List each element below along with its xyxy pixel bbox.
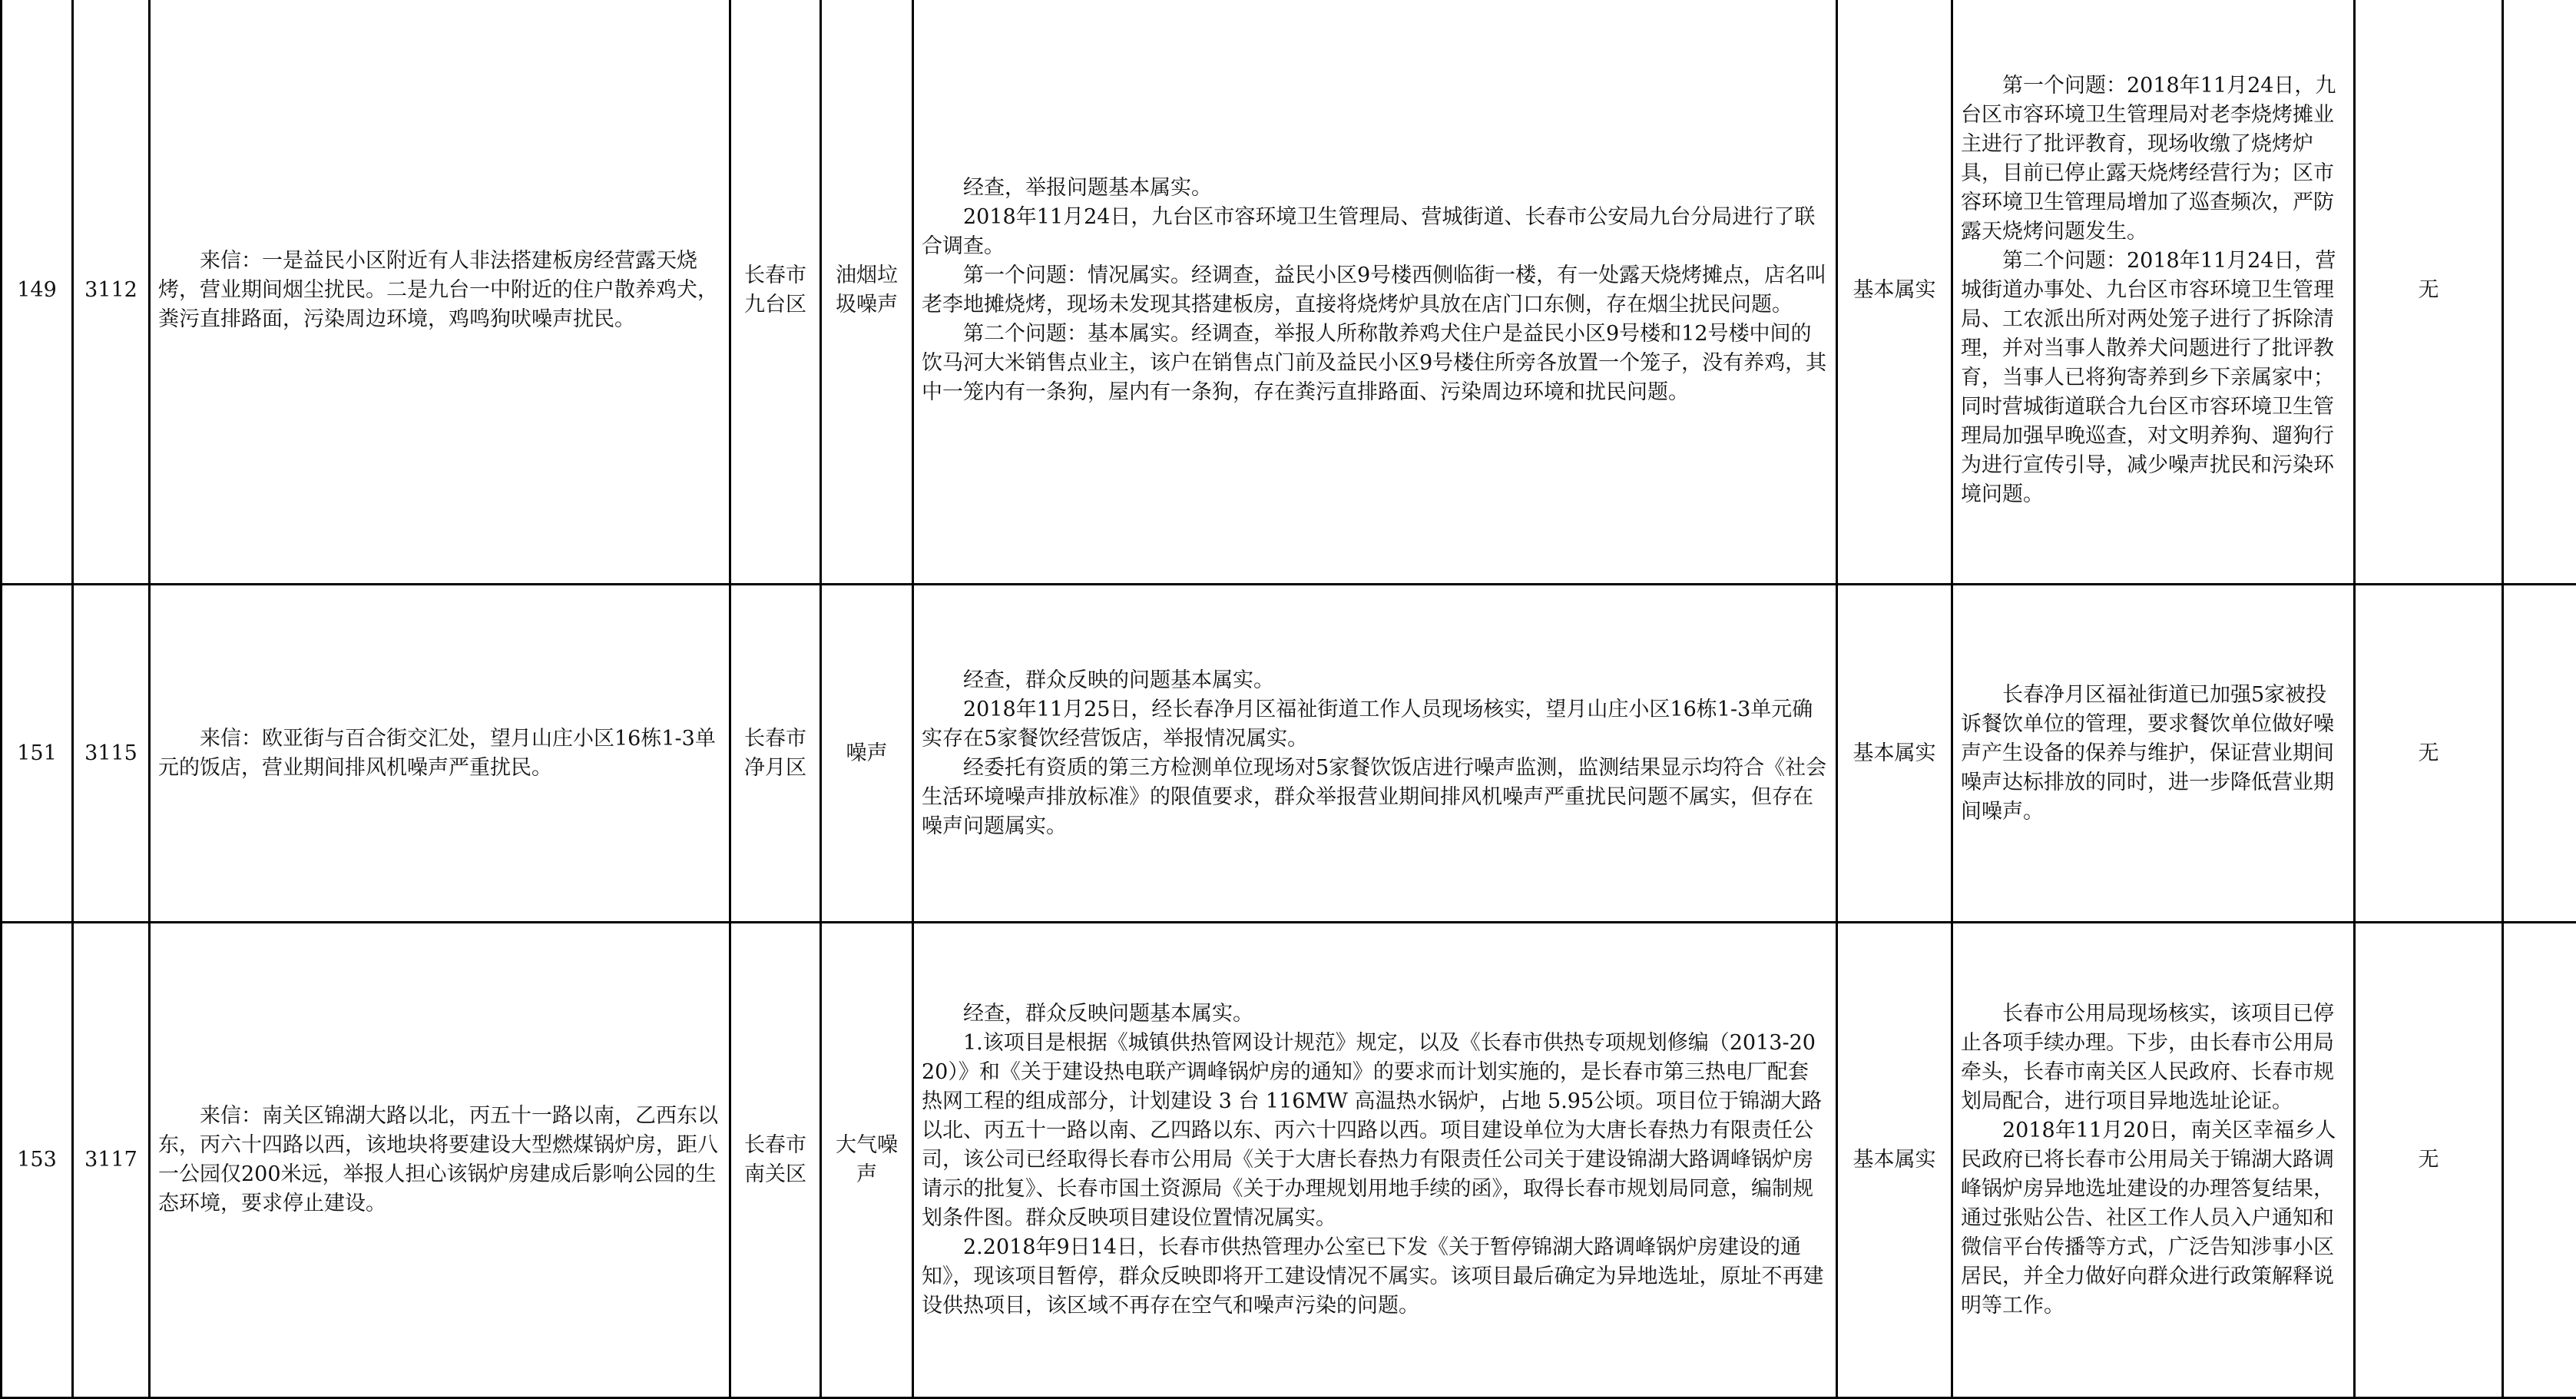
complaint-cell <box>150 585 730 923</box>
complaint-text: 来信：南关区锦湖大路以北，丙五十一路以南，乙西东以东，丙六十四路以西，该地块将要建设大型燃煤锅炉房，距八一公园仅200米远，举报人担心该锅炉房建成后影响公园的生态环境，要求停止建设。 <box>158 1102 721 1218</box>
category-cell: 大气噪声 <box>821 923 913 1398</box>
verdict-cell: 基本属实 <box>1837 585 1952 923</box>
handling-paragraph: 2018年11月20日，南关区幸福乡人民政府已将长春市公用局关于锦湖大路调峰锅炉房异地选址建设的办理答复结果，通过张贴公告、社区工作人员入户通知和微信平台传播等方式，广泛告知涉事小区居民，并全力做好向群众进行政策解释说明等工作。 <box>1961 1116 2346 1321</box>
findings-paragraph: 2018年11月25日，经长春净月区福祉街道工作人员现场核实，望月山庄小区16栋1-3单元确实存在5家餐饮经营饭店，举报情况属实。 <box>922 695 1828 754</box>
district-cell: 长春市南关区 <box>730 923 821 1398</box>
findings-cell <box>913 0 1837 585</box>
handling-paragraph: 长春市公用局现场核实，该项目已停止各项手续办理。下步，由长春市公用局牵头，长春市南关区人民政府、长春市规划局配合，进行项目异地选址论证。 <box>1961 1000 2346 1116</box>
seq-cell: 153 <box>2 923 73 1398</box>
handling-cell <box>1952 0 2355 585</box>
findings-paragraph: 2018年11月24日，九台区市容环境卫生管理局、营城街道、长春市公安局九台分局进行了联合调查。 <box>922 203 1828 261</box>
findings-cell <box>913 923 1837 1398</box>
findings-paragraph: 经委托有资质的第三方检测单位现场对5家餐饮饭店进行噪声监测，监测结果显示均符合《社会生活环境噪声排放标准》的限值要求，群众举报营业期间排风机噪声严重扰民问题不属实，但存在噪声问题属实。 <box>922 754 1828 841</box>
case-number-cell: 3112 <box>73 0 150 585</box>
complaint-cell <box>150 923 730 1398</box>
category-cell: 噪声 <box>821 585 913 923</box>
accountability-cell: 无 <box>2355 923 2503 1398</box>
seq-cell: 149 <box>2 0 73 585</box>
complaint-cell <box>150 0 730 585</box>
verdict-cell: 基本属实 <box>1837 0 1952 585</box>
findings-paragraph: 第一个问题：情况属实。经调查，益民小区9号楼西侧临街一楼，有一处露天烧烤摊点，店名叫老李地摊烧烤，现场未发现其搭建板房，直接将烧烤炉具放在店门口东侧，存在烟尘扰民问题。 <box>922 261 1828 320</box>
remark-cell <box>2503 585 2576 923</box>
findings-paragraph: 1.该项目是根据《城镇供热管网设计规范》规定，以及《长春市供热专项规划修编（2013-2020）》和《关于建设热电联产调峰锅炉房的通知》的要求而计划实施的，是长春市第三热电厂配套热网工程的组成部分，计划建设 3 台 116MW 高温热水锅炉，占地 5.95公顷。项目位于锦湖大路以北、丙五十一路以南、乙四路以东、丙六十四路以西。项目建设单位为大唐长春热力有限责任公司，该公司已经取得长春市公用局《关于大唐长春热力有限责任公司关于建设锦湖大路调峰锅炉房请示的批复》、长春市国土资源局《关于办理规划用地手续的函》，取得长春市规划局同意，编制规划条件图。群众反映项目建设位置情况属实。 <box>922 1029 1828 1233</box>
findings-paragraph: 2.2018年9日14日，长春市供热管理办公室已下发《关于暂停锦湖大路调峰锅炉房建设的通知》，现该项目暂停，群众反映即将开工建设情况不属实。该项目最后确定为异地选址，原址不再建设供热项目，该区域不再存在空气和噪声污染的问题。 <box>922 1233 1828 1321</box>
district-cell: 长春市净月区 <box>730 585 821 923</box>
verdict-cell: 基本属实 <box>1837 923 1952 1398</box>
case-number-cell: 3115 <box>73 585 150 923</box>
findings-paragraph: 经查，举报问题基本属实。 <box>922 174 1828 203</box>
handling-paragraph: 长春净月区福祉街道已加强5家被投诉餐饮单位的管理，要求餐饮单位做好噪声产生设备的保养与维护，保证营业期间噪声达标排放的同时，进一步降低营业期间噪声。 <box>1961 681 2346 827</box>
remark-cell <box>2503 923 2576 1398</box>
findings-cell <box>913 585 1837 923</box>
district-cell: 长春市九台区 <box>730 0 821 585</box>
table-row <box>2 585 2576 923</box>
accountability-cell: 无 <box>2355 0 2503 585</box>
findings-paragraph: 第二个问题：基本属实。经调查，举报人所称散养鸡犬住户是益民小区9号楼和12号楼中间的饮马河大米销售点业主，该户在销售点门前及益民小区9号楼住所旁各放置一个笼子，没有养鸡，其中一笼内有一条狗，屋内有一条狗，存在粪污直排路面、污染周边环境和扰民问题。 <box>922 320 1828 407</box>
accountability-cell: 无 <box>2355 585 2503 923</box>
findings-paragraph: 经查，群众反映的问题基本属实。 <box>922 666 1828 695</box>
complaint-text: 来信：一是益民小区附近有人非法搭建板房经营露天烧烤，营业期间烟尘扰民。二是九台一中附近的住户散养鸡犬，粪污直排路面，污染周边环境，鸡鸣狗吠噪声扰民。 <box>158 247 721 334</box>
table-row <box>2 923 2576 1398</box>
findings-paragraph: 经查，群众反映问题基本属实。 <box>922 1000 1828 1029</box>
remark-cell <box>2503 0 2576 585</box>
complaint-text: 来信：欧亚街与百合街交汇处，望月山庄小区16栋1-3单元的饭店，营业期间排风机噪声严重扰民。 <box>158 724 721 783</box>
handling-cell <box>1952 923 2355 1398</box>
seq-cell: 151 <box>2 585 73 923</box>
handling-paragraph: 第二个问题：2018年11月24日，营城街道办事处、九台区市容环境卫生管理局、工农派出所对两处笼子进行了拆除清理，并对当事人散养犬问题进行了批评教育，当事人已将狗寄养到乡下亲属家中；同时营城街道联合九台区市容环境卫生管理局加强早晚巡查，对文明养狗、遛狗行为进行宣传引导，减少噪声扰民和污染环境问题。 <box>1961 247 2346 509</box>
category-cell: 油烟垃圾噪声 <box>821 0 913 585</box>
handling-paragraph: 第一个问题：2018年11月24日，九台区市容环境卫生管理局对老李烧烤摊业主进行了批评教育，现场收缴了烧烤炉具，目前已停止露天烧烤经营行为；区市容环境卫生管理局增加了巡查频次，严防露天烧烤问题发生。 <box>1961 71 2346 247</box>
case-number-cell: 3117 <box>73 923 150 1398</box>
table-row <box>2 0 2576 585</box>
handling-cell <box>1952 585 2355 923</box>
